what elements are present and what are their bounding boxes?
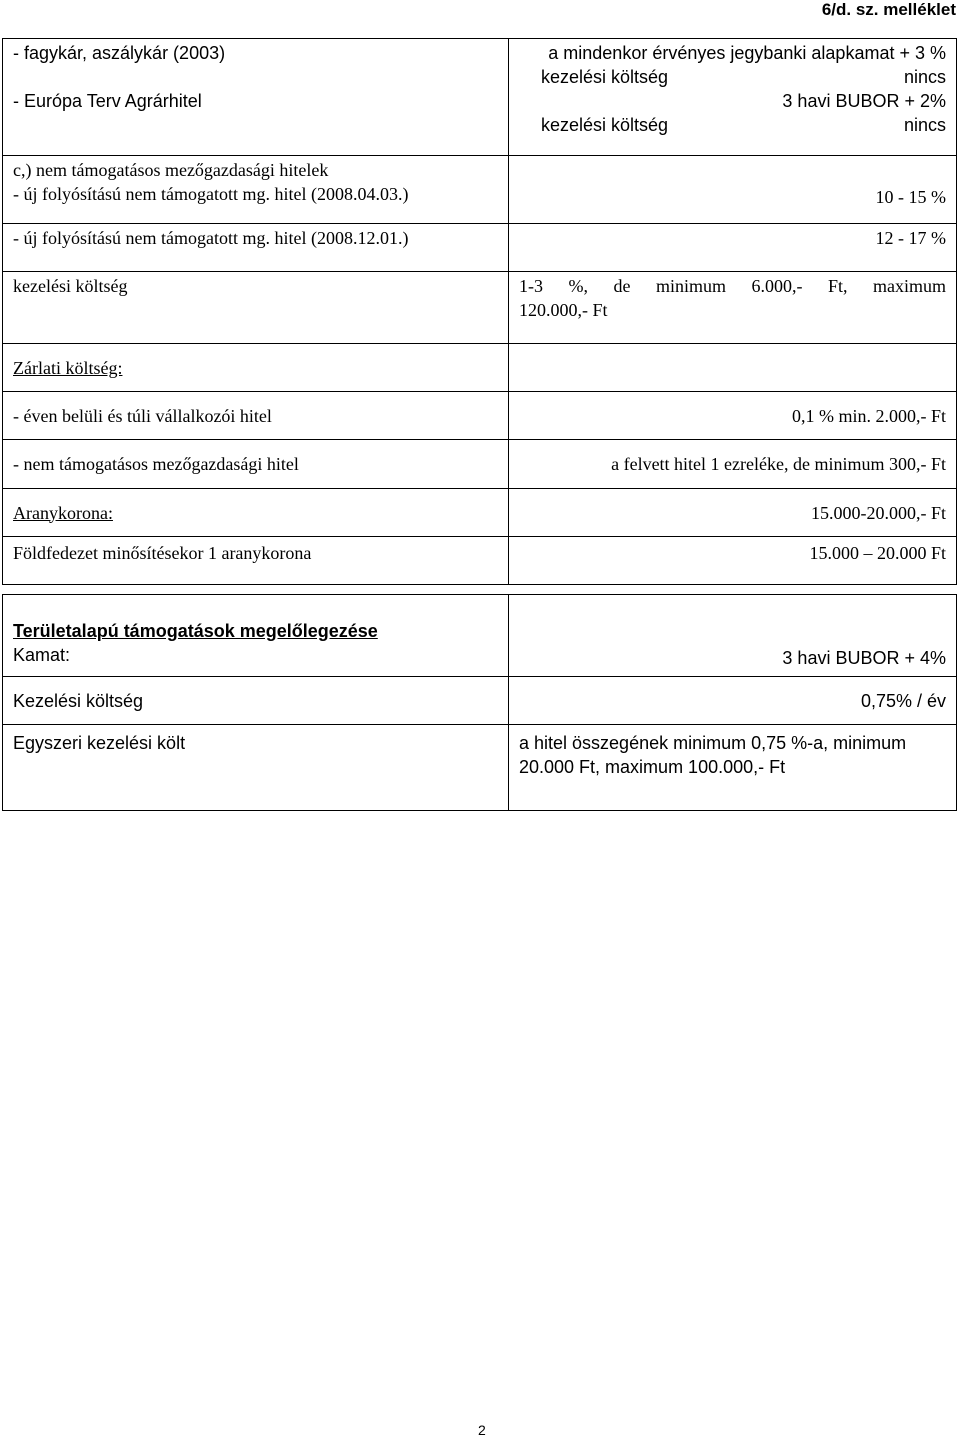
table-cell (509, 595, 957, 677)
table-cell (509, 156, 957, 224)
table-cell (509, 272, 957, 344)
table-cell (509, 537, 957, 585)
table-cell (509, 677, 957, 725)
fee-value: 120.000,- Ft (519, 300, 608, 320)
loan-rate: 12 - 17 % (875, 228, 946, 248)
fee-value: 0,1 % min. 2.000,- Ft (791, 405, 946, 426)
table-cell (3, 677, 509, 725)
table-cell (3, 39, 509, 156)
table-cell (3, 344, 509, 392)
loan-label: - nem támogatásos mezőgazdasági hitel (13, 454, 299, 474)
one-time-fee-label: Egyszeri kezelési költ (13, 733, 186, 753)
table-cell (509, 344, 957, 392)
table-row (3, 156, 957, 224)
fagykar-label: - fagykár, aszálykár (2003) (13, 43, 226, 63)
loan-conditions-table (2, 38, 957, 585)
fee-value: nincs (903, 115, 946, 135)
table-cell (509, 392, 957, 440)
fee-value: 20.000 Ft, maximum 100.000,- Ft (519, 757, 786, 777)
table-cell (509, 224, 957, 272)
table-cell (3, 725, 509, 811)
europa-terv-label: - Európa Terv Agrárhitel (13, 91, 202, 111)
closing-cost-heading: Zárlati költség: (13, 357, 123, 378)
fee-value: nincs (903, 67, 946, 87)
page-number: 2 (478, 1422, 486, 1438)
fee-value: 15.000 – 20.000 Ft (809, 543, 946, 563)
loan-label: - új folyósítású nem támogatott mg. hitel (2008.04.03.) (13, 184, 409, 204)
loan-rate: 10 - 15 % (875, 187, 946, 207)
fagykar-rate: a mindenkor érvényes jegybanki alapkamat + 3 % (548, 43, 946, 63)
fee-value: 0,75% / év (860, 690, 946, 711)
section-heading: c,) nem támogatásos mezőgazdasági hitelek (13, 160, 329, 180)
table-cell (3, 392, 509, 440)
interest-rate: 3 havi BUBOR + 4% (782, 648, 946, 668)
fee-value: a hitel összegének minimum 0,75 %-a, minimum (519, 733, 907, 753)
table-cell (509, 725, 957, 811)
table-cell (509, 39, 957, 156)
loan-label: - éven belüli és túli vállalkozói hitel (13, 405, 272, 426)
table-row (3, 224, 957, 272)
table-cell (3, 440, 509, 489)
table-row (3, 489, 957, 537)
table-cell (3, 489, 509, 537)
table-row (3, 537, 957, 585)
loan-label: - új folyósítású nem támogatott mg. hitel (2008.12.01.) (13, 228, 409, 248)
fee-label: kezelési költség (13, 276, 128, 296)
table-row (3, 344, 957, 392)
table-row (3, 595, 957, 677)
section-heading: Területalapú támogatások megelőlegezése (13, 621, 378, 641)
table-cell (3, 224, 509, 272)
table-row (3, 392, 957, 440)
area-based-support-table (2, 594, 957, 811)
fee-value: a felvett hitel 1 ezreléke, de minimum 300,- Ft (611, 454, 946, 474)
table-row (3, 440, 957, 489)
europa-terv-rate: 3 havi BUBOR + 2% (782, 91, 946, 111)
fee-label: Kezelési költség (13, 690, 144, 711)
table-row (3, 725, 957, 811)
table-cell (3, 156, 509, 224)
table-cell (509, 440, 957, 489)
fee-label: kezelési költség (541, 67, 669, 87)
aranykorona-heading: Aranykorona: (13, 502, 113, 523)
fee-label: kezelési költség (541, 115, 669, 135)
table-row (3, 677, 957, 725)
table-row (3, 39, 957, 156)
fee-value: 15.000-20.000,- Ft (811, 502, 946, 523)
table-row (3, 272, 957, 344)
annex-label: 6/d. sz. melléklet (821, 0, 956, 19)
table-cell (3, 537, 509, 585)
fee-value: 1-3 %, de minimum 6.000,- Ft, maximum (519, 276, 946, 296)
table-cell (3, 272, 509, 344)
interest-label: Kamat: (13, 645, 71, 665)
table-cell (509, 489, 957, 537)
loan-label: Földfedezet minősítésekor 1 aranykorona (13, 543, 312, 563)
table-cell (3, 595, 509, 677)
